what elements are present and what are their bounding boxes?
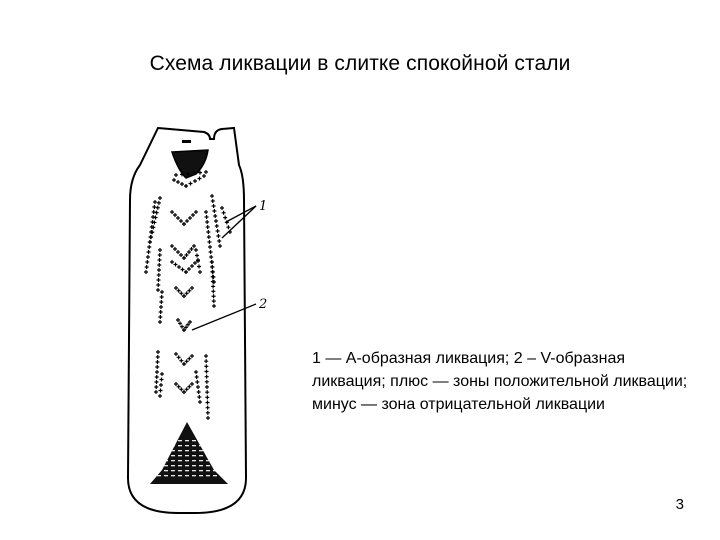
- plus-mark: [197, 265, 201, 269]
- plus-mark: [220, 206, 224, 210]
- plus-mark: [182, 362, 186, 366]
- minus-mark: [171, 440, 175, 441]
- plus-mark: [155, 211, 159, 215]
- plus-mark: [204, 364, 208, 368]
- plus-mark: [174, 382, 178, 386]
- minus-mark: [164, 445, 168, 446]
- minus-mark: [164, 440, 168, 441]
- minus-mark: [213, 475, 217, 476]
- minus-mark: [164, 450, 168, 451]
- plus-mark: [210, 265, 214, 269]
- plus-mark: [174, 352, 178, 356]
- minus-mark: [206, 450, 210, 451]
- minus-mark: [220, 445, 224, 446]
- plus-mark: [170, 260, 174, 264]
- plus-mark: [222, 211, 226, 215]
- plus-mark: [187, 385, 191, 389]
- plus-mark: [212, 204, 216, 208]
- plus-mark: [152, 205, 156, 209]
- minus-mark: [213, 465, 217, 466]
- plus-mark: [153, 200, 157, 204]
- plus-mark: [204, 210, 208, 214]
- plus-mark: [176, 216, 180, 220]
- minus-mark: [185, 440, 189, 441]
- plus-mark: [160, 295, 164, 299]
- plus-mark: [156, 206, 160, 210]
- plus-mark: [158, 196, 162, 200]
- plus-mark: [187, 357, 191, 361]
- plus-mark: [145, 265, 149, 269]
- leader-line-2: [192, 304, 256, 330]
- plus-mark: [177, 385, 181, 389]
- minus-mark: [199, 475, 203, 476]
- minus-mark: [185, 445, 189, 446]
- minus-mark: [192, 460, 196, 461]
- plus-mark: [196, 385, 200, 389]
- plus-mark: [159, 389, 163, 393]
- plus-mark: [160, 372, 164, 376]
- plus-mark: [173, 213, 177, 217]
- minus-mark: [150, 450, 154, 451]
- plus-mark: [156, 360, 160, 364]
- minus-mark: [213, 450, 217, 451]
- plus-mark: [179, 219, 183, 223]
- plus-mark: [187, 289, 191, 293]
- plus-mark: [155, 365, 159, 369]
- minus-mark: [157, 475, 161, 476]
- plus-mark: [194, 248, 198, 252]
- plus-mark: [195, 375, 199, 379]
- plus-mark: [180, 182, 184, 186]
- plus-mark: [187, 250, 191, 254]
- minus-mark: [178, 450, 182, 451]
- minus-mark: [213, 455, 217, 456]
- plus-mark: [205, 395, 209, 399]
- plus-mark: [192, 244, 196, 248]
- plus-mark: [223, 216, 227, 220]
- negative-segregation-cone: [150, 422, 228, 484]
- plus-mark: [216, 234, 220, 238]
- plus-mark: [206, 416, 210, 420]
- plus-mark: [211, 199, 215, 203]
- plus-mark: [179, 291, 183, 295]
- minus-mark: [220, 455, 224, 456]
- plus-mark: [190, 247, 194, 251]
- minus-mark: [171, 465, 175, 466]
- segregation-marks: [144, 170, 232, 420]
- plus-mark: [184, 270, 188, 274]
- minus-mark: [178, 440, 182, 441]
- plus-mark: [157, 263, 161, 267]
- minus-mark: [164, 465, 168, 466]
- plus-mark: [147, 250, 151, 254]
- plus-mark: [156, 288, 160, 292]
- plus-mark: [207, 235, 211, 239]
- plus-mark: [198, 177, 202, 181]
- minus-mark: [157, 465, 161, 466]
- plus-mark: [159, 305, 163, 309]
- plus-mark: [212, 294, 216, 298]
- minus-mark: [192, 455, 196, 456]
- plus-mark: [205, 375, 209, 379]
- minus-mark: [213, 460, 217, 461]
- plus-mark: [182, 294, 186, 298]
- minus-mark: [178, 460, 182, 461]
- plus-mark: [172, 178, 176, 182]
- plus-mark: [152, 210, 156, 214]
- plus-mark: [205, 215, 209, 219]
- minus-mark: [157, 440, 161, 441]
- plus-mark: [194, 370, 198, 374]
- plus-mark: [177, 265, 181, 269]
- minus-mark: [199, 440, 203, 441]
- plus-mark: [210, 260, 214, 264]
- minus-mark: [171, 450, 175, 451]
- plus-mark: [156, 355, 160, 359]
- plus-mark: [205, 390, 209, 394]
- minus-mark: [178, 445, 182, 446]
- plus-mark: [226, 225, 230, 229]
- plus-mark: [157, 268, 161, 272]
- plus-mark: [213, 214, 217, 218]
- minus-mark: [171, 455, 175, 456]
- plus-mark: [159, 300, 163, 304]
- minus-mark: [192, 450, 196, 451]
- plus-mark: [195, 254, 199, 258]
- plus-mark: [154, 390, 158, 394]
- minus-mark: [150, 475, 154, 476]
- plus-mark: [159, 310, 163, 314]
- plus-mark: [145, 260, 149, 264]
- plus-mark: [185, 291, 189, 295]
- plus-mark: [206, 411, 210, 415]
- minus-mark: [192, 445, 196, 446]
- plus-mark: [146, 255, 150, 259]
- minus-mark: [206, 455, 210, 456]
- plus-mark: [184, 184, 188, 188]
- minus-mark: [157, 450, 161, 451]
- plus-mark: [185, 253, 189, 257]
- plus-mark: [158, 253, 162, 257]
- plus-mark: [176, 250, 180, 254]
- page-number: 3: [675, 496, 684, 513]
- plus-mark: [159, 383, 163, 387]
- minus-mark: [192, 475, 196, 476]
- plus-mark: [179, 253, 183, 257]
- plus-mark: [156, 350, 160, 354]
- plus-mark: [210, 270, 214, 274]
- plus-mark: [206, 401, 210, 405]
- minus-mark: [150, 445, 154, 446]
- minus-mark: [192, 465, 196, 466]
- minus-mark: [206, 470, 210, 471]
- slide-title: Схема ликвации в слитке спокойной стали: [149, 52, 571, 75]
- plus-mark: [158, 258, 162, 262]
- plus-mark: [212, 209, 216, 213]
- plus-mark: [177, 355, 181, 359]
- plus-mark: [174, 263, 178, 267]
- plus-mark: [210, 194, 214, 198]
- minus-mark: [206, 445, 210, 446]
- minus-mark: [164, 470, 168, 471]
- minus-mark: [220, 460, 224, 461]
- minus-mark: [220, 450, 224, 451]
- minus-mark: [206, 475, 210, 476]
- plus-mark: [160, 378, 164, 382]
- plus-mark: [204, 359, 208, 363]
- plus-mark: [170, 244, 174, 248]
- minus-mark: [213, 445, 217, 446]
- plus-mark: [182, 256, 186, 260]
- plus-mark: [155, 375, 159, 379]
- minus-mark: [171, 470, 175, 471]
- plus-mark: [208, 245, 212, 249]
- plus-mark: [190, 286, 194, 290]
- plus-mark: [179, 387, 183, 391]
- minus-mark: [185, 465, 189, 466]
- minus-mark: [213, 470, 217, 471]
- minus-mark: [164, 455, 168, 456]
- plus-mark: [191, 213, 195, 217]
- minus-mark: [206, 460, 210, 461]
- minus-mark: [185, 450, 189, 451]
- minus-mark: [164, 475, 168, 476]
- plus-mark: [155, 370, 159, 374]
- plus-mark: [190, 264, 194, 268]
- plus-mark: [205, 380, 209, 384]
- plus-mark: [205, 385, 209, 389]
- minus-mark: [199, 470, 203, 471]
- plus-mark: [198, 270, 202, 274]
- plus-mark: [202, 174, 206, 178]
- plus-mark: [211, 284, 215, 288]
- plus-mark: [174, 173, 178, 177]
- plus-mark: [215, 224, 219, 228]
- callout-label-1: 1: [259, 199, 268, 214]
- minus-mark: [171, 445, 175, 446]
- plus-mark: [154, 385, 158, 389]
- plus-mark: [218, 244, 222, 248]
- plus-mark: [197, 395, 201, 399]
- minus-mark: [178, 455, 182, 456]
- plus-mark: [151, 215, 155, 219]
- plus-mark: [205, 220, 209, 224]
- minus-mark: [178, 475, 182, 476]
- plus-mark: [148, 240, 152, 244]
- plus-mark: [185, 219, 189, 223]
- minus-mark: [185, 475, 189, 476]
- plus-mark: [157, 273, 161, 277]
- minus-mark: [178, 465, 182, 466]
- plus-mark: [158, 394, 162, 398]
- plus-mark: [179, 359, 183, 363]
- plus-mark: [209, 250, 213, 254]
- plus-mark: [207, 240, 211, 244]
- minus-mark: [171, 460, 175, 461]
- minus-mark: [185, 455, 189, 456]
- plus-mark: [174, 286, 178, 290]
- plus-mark: [189, 182, 193, 186]
- minus-mark: [150, 470, 154, 471]
- minus-mark: [164, 460, 168, 461]
- minus-mark: [150, 465, 154, 466]
- plus-mark: [211, 275, 215, 279]
- minus-mark: [192, 470, 196, 471]
- plus-mark: [204, 354, 208, 358]
- minus-mark: [150, 440, 154, 441]
- plus-mark: [156, 283, 160, 287]
- minus-mark: [199, 455, 203, 456]
- minus-mark: [206, 440, 210, 441]
- plus-mark: [190, 354, 194, 358]
- minus-mark: [220, 475, 224, 476]
- minus-mark: [220, 440, 224, 441]
- plus-mark: [206, 230, 210, 234]
- minus-mark: [171, 475, 175, 476]
- minus-mark: [157, 460, 161, 461]
- plus-mark: [157, 201, 161, 205]
- plus-mark: [150, 220, 154, 224]
- plus-mark: [170, 210, 174, 214]
- minus-mark: [199, 460, 203, 461]
- plus-mark: [195, 380, 199, 384]
- plus-mark: [149, 235, 153, 239]
- minus-mark: [150, 460, 154, 461]
- plus-mark: [185, 359, 189, 363]
- minus-mark: [199, 445, 203, 446]
- plus-mark: [217, 239, 221, 243]
- plus-mark: [209, 255, 213, 259]
- plus-mark: [187, 267, 191, 271]
- minus-mark: [220, 465, 224, 466]
- plus-mark: [190, 382, 194, 386]
- plus-mark: [158, 248, 162, 252]
- plus-mark: [212, 299, 216, 303]
- minus-mark: [157, 470, 161, 471]
- plus-mark: [157, 278, 161, 282]
- plus-mark: [204, 170, 208, 174]
- minus-mark: [220, 470, 224, 471]
- plus-mark: [158, 320, 162, 324]
- minus-mark: [206, 465, 210, 466]
- minus-mark: [178, 470, 182, 471]
- plus-mark: [216, 229, 220, 233]
- callout-label-2: 2: [259, 297, 268, 312]
- minus-mark: [213, 440, 217, 441]
- minus-mark: [157, 455, 161, 456]
- plus-mark: [197, 390, 201, 394]
- figure-caption: 1 — А-образная ликвация; 2 – V-образная ликвация; плюс — зоны положительной ликвации; минус — зона отрицательной ликвации: [312, 350, 688, 413]
- plus-mark: [181, 268, 185, 272]
- plus-mark: [144, 270, 148, 274]
- minus-mark: [192, 440, 196, 441]
- minus-mark: [199, 450, 203, 451]
- plus-mark: [206, 406, 210, 410]
- plus-mark: [182, 390, 186, 394]
- plus-mark: [205, 370, 209, 374]
- top-notch: [182, 140, 191, 143]
- plus-mark: [188, 216, 192, 220]
- minus-mark: [185, 470, 189, 471]
- plus-mark: [147, 245, 151, 249]
- plus-mark: [173, 247, 177, 251]
- plus-mark: [182, 222, 186, 226]
- minus-mark: [150, 455, 154, 456]
- plus-mark: [198, 400, 202, 404]
- plus-mark: [194, 210, 198, 214]
- plus-mark: [160, 290, 164, 294]
- minus-mark: [157, 445, 161, 446]
- minus-mark: [199, 465, 203, 466]
- plus-mark: [211, 289, 215, 293]
- minus-mark: [185, 460, 189, 461]
- plus-mark: [212, 304, 216, 308]
- plus-mark: [206, 225, 210, 229]
- plus-mark: [214, 219, 218, 223]
- plus-mark: [177, 289, 181, 293]
- plus-mark: [155, 380, 159, 384]
- plus-mark: [176, 180, 180, 184]
- plus-mark: [185, 387, 189, 391]
- plus-mark: [158, 315, 162, 319]
- plus-mark: [193, 179, 197, 183]
